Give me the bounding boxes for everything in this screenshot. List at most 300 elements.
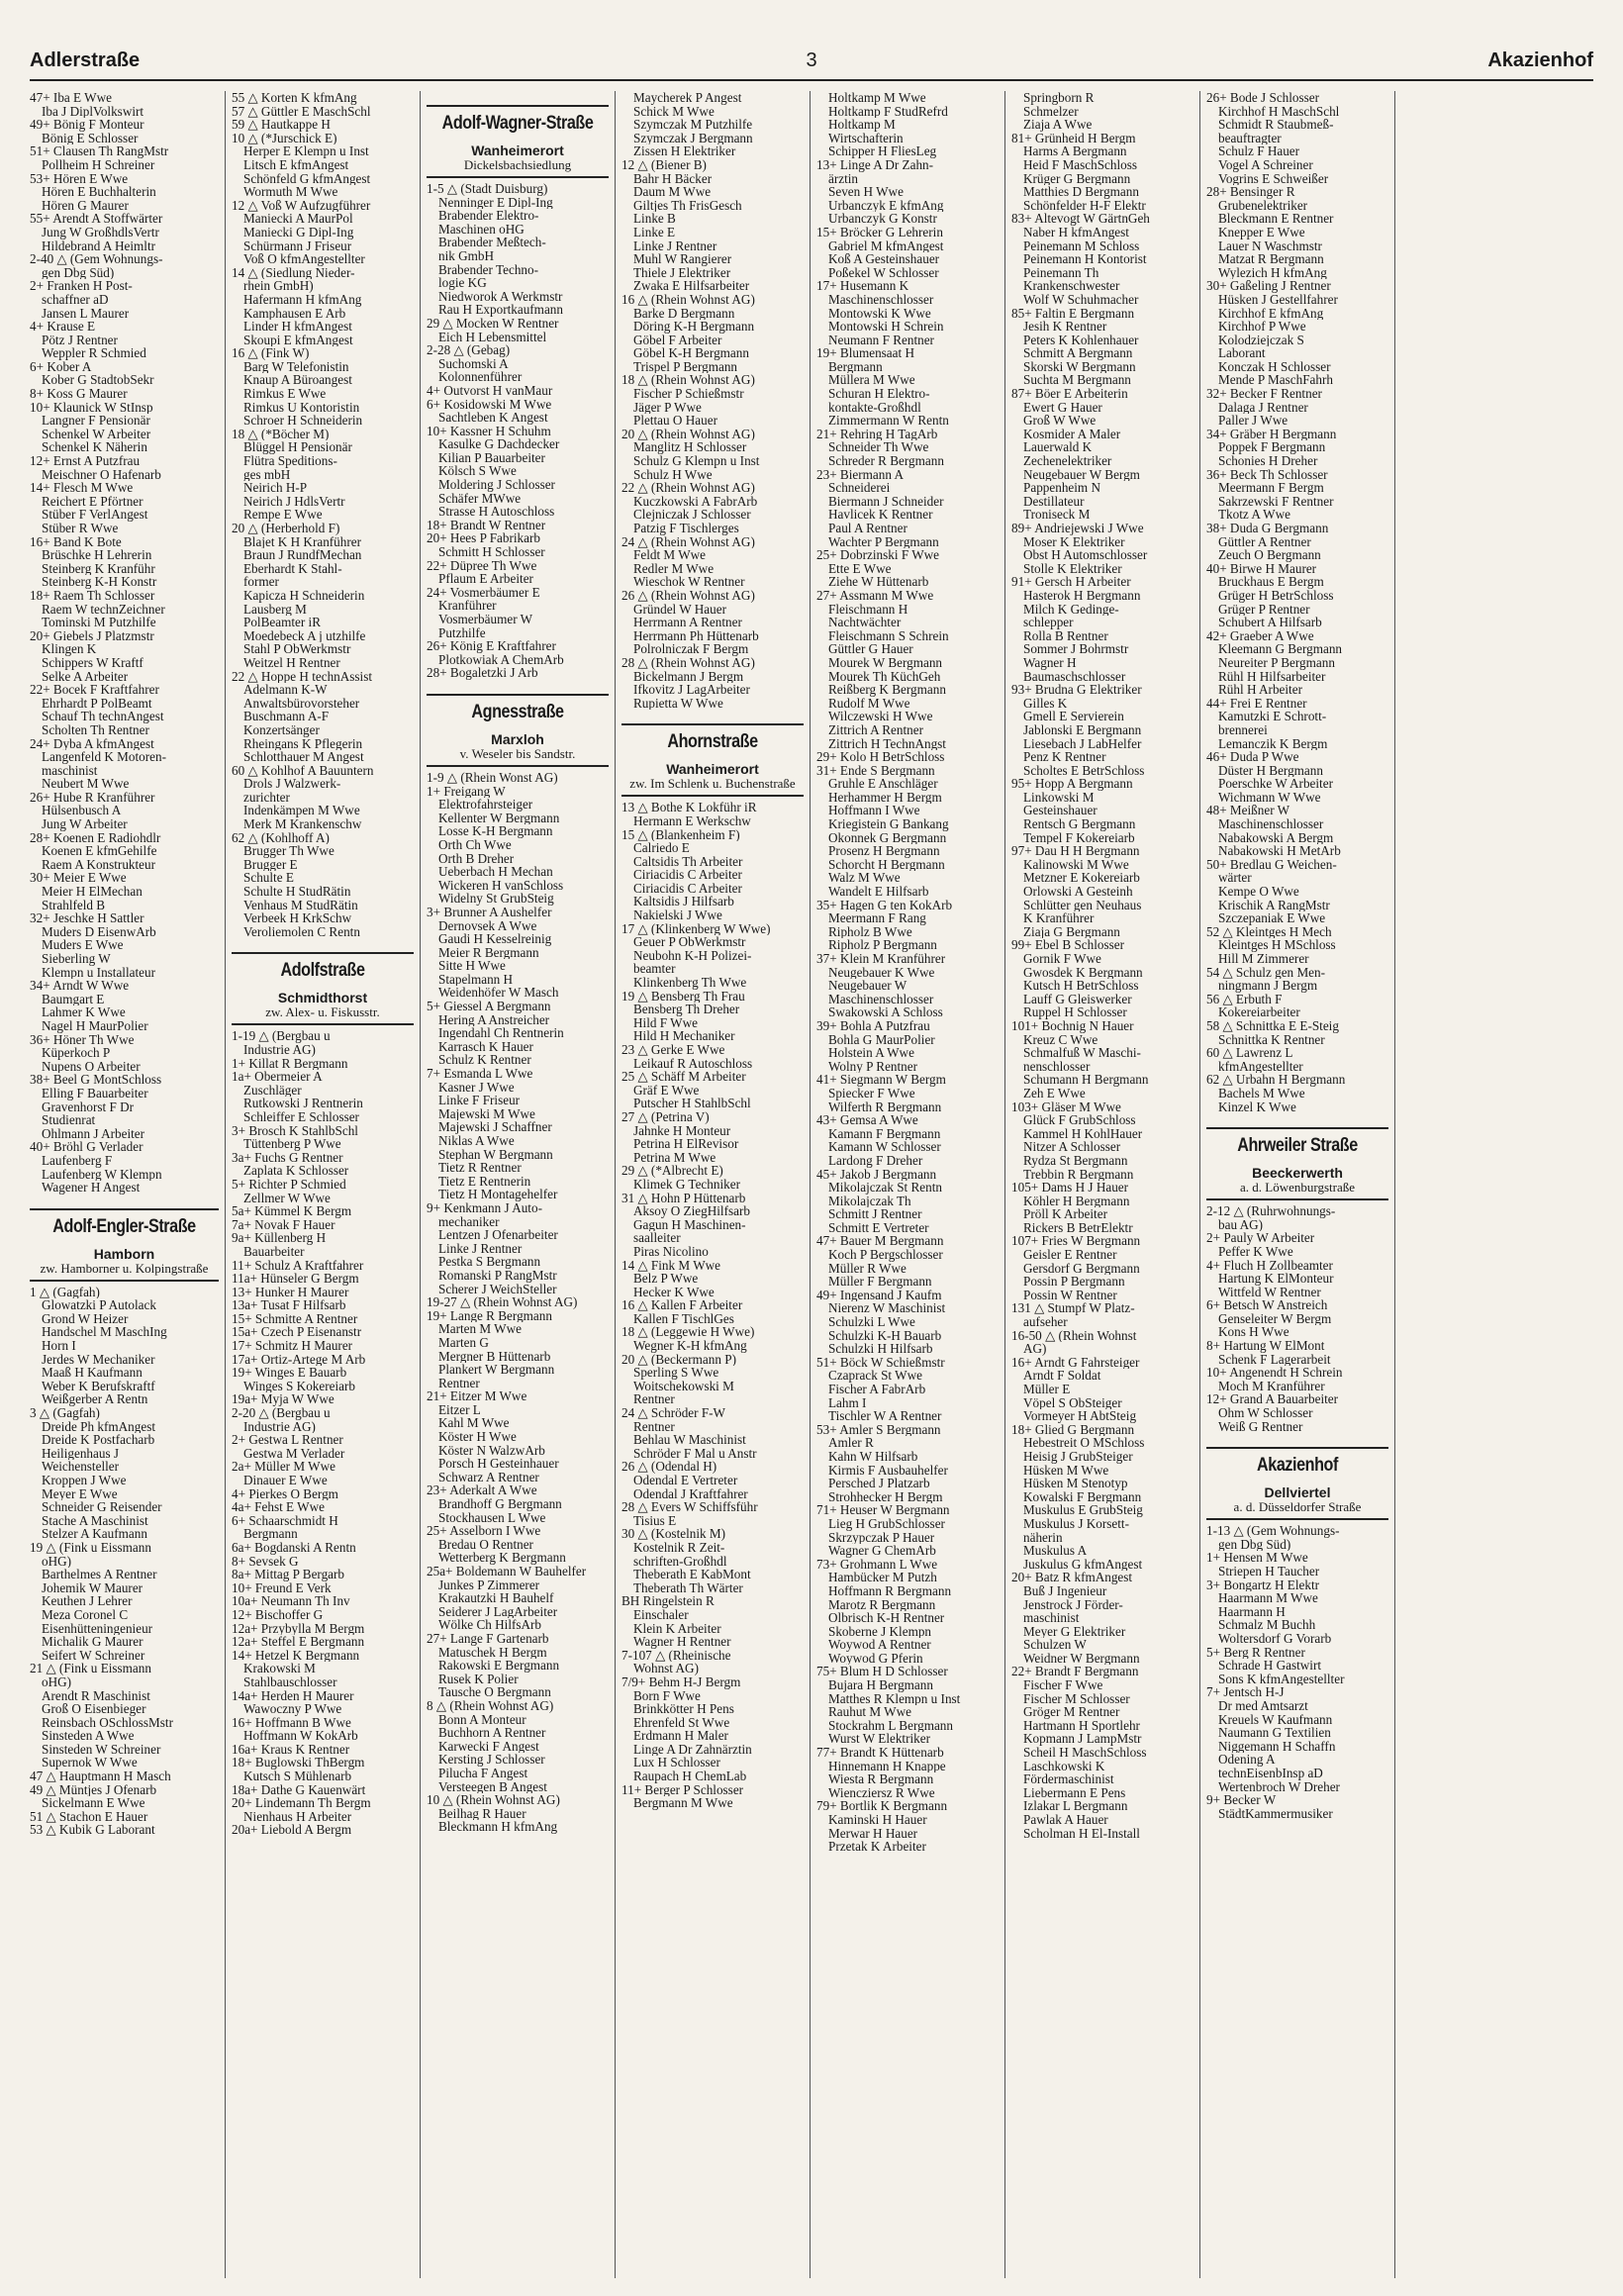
resident-entry: beauftragter bbox=[1218, 131, 1282, 145]
resident-entry: Kahl M Wwe bbox=[438, 1416, 510, 1431]
street-location: zw. Hamborner u. Kolpingstraße bbox=[40, 1260, 209, 1276]
resident-entry: Swakowski A Schloss bbox=[828, 1005, 943, 1019]
house-entry: 37+ Klein M Kranführer bbox=[816, 952, 946, 966]
resident-entry: Wichmann W Wwe bbox=[1218, 790, 1321, 805]
resident-entry: Kahn W Hilfsarb bbox=[828, 1449, 918, 1464]
house-entry: 55+ Arendt A Stoffwärter bbox=[30, 212, 163, 226]
resident-entry: Groß O Eisenbieger bbox=[42, 1702, 146, 1716]
resident-entry: Kirmis F Ausbauhelfer bbox=[828, 1463, 948, 1478]
house-entry: 16 △ Kallen F Arbeiter bbox=[621, 1298, 743, 1312]
street-name: Adolf-Wagner-Straße bbox=[441, 113, 594, 134]
resident-entry: Pröll K Arbeiter bbox=[1023, 1207, 1107, 1221]
house-entry: 19-27 △ (Rhein Wohnst AG) bbox=[427, 1295, 578, 1309]
resident-entry: Klimek G Techniker bbox=[633, 1177, 740, 1192]
resident-entry: mechaniker bbox=[438, 1214, 500, 1229]
resident-entry: Muskulus A bbox=[1023, 1544, 1088, 1558]
house-entry: 54 △ Schulz gen Men- bbox=[1206, 965, 1326, 980]
house-entry: 43+ Gemsa A Wwe bbox=[816, 1113, 918, 1127]
house-entry: 47+ Bauer M Bergmann bbox=[816, 1234, 944, 1249]
house-entry: 73+ Grohmann L Wwe bbox=[816, 1557, 938, 1572]
house-entry: 4+ Krause E bbox=[30, 320, 96, 334]
house-entry: 103+ Gläser M Wwe bbox=[1011, 1100, 1121, 1114]
resident-entry: Dr med Amtsarzt bbox=[1218, 1698, 1308, 1713]
resident-entry: Matzat R Bergmann bbox=[1218, 252, 1324, 266]
resident-entry: Lux H Schlosser bbox=[633, 1756, 720, 1770]
house-entry: 18+ Raem Th Schlosser bbox=[30, 588, 155, 603]
house-entry: 22+ Brandt F Bergmann bbox=[1011, 1665, 1139, 1679]
resident-entry: Schrade H Gastwirt bbox=[1218, 1659, 1322, 1673]
resident-entry: ningmann J Bergm bbox=[1218, 979, 1318, 993]
house-entry: 10 △ (*Jurschick E) bbox=[232, 131, 337, 145]
resident-entry: Springborn R bbox=[1023, 91, 1095, 105]
resident-entry: Iba J DiplVolkswirt bbox=[42, 104, 144, 119]
resident-entry: K Kranführer bbox=[1023, 911, 1095, 925]
resident-entry: Laufenberg W Klempn bbox=[42, 1167, 162, 1182]
resident-entry: Marten M Wwe bbox=[438, 1322, 522, 1336]
directory-columns bbox=[30, 91, 1593, 2278]
house-entry: 56 △ Erbuth F bbox=[1206, 992, 1283, 1006]
house-entry: 10a+ Neumann Th Inv bbox=[232, 1594, 350, 1608]
resident-entry: Aksoy O ZiegHilfsarb bbox=[633, 1204, 750, 1218]
resident-entry: Vormeyer H AbtSteig bbox=[1023, 1409, 1137, 1423]
resident-entry: Ifkovitz J LagArbeiter bbox=[633, 683, 750, 697]
resident-entry: Kokereiarbeiter bbox=[1218, 1005, 1300, 1019]
house-entry: 85+ Faltin E Bergmann bbox=[1011, 306, 1135, 321]
resident-entry: Woltersdorf G Vorarb bbox=[1218, 1631, 1332, 1646]
resident-entry: Koß A Gesteinshauer bbox=[828, 252, 940, 266]
resident-entry: Mourek Th KüchGeh bbox=[828, 669, 941, 684]
resident-entry: Hild F Wwe bbox=[633, 1015, 698, 1030]
resident-entry: Karrasch K Hauer bbox=[438, 1039, 533, 1054]
resident-entry: Hafermann H kfmAng bbox=[243, 292, 362, 307]
resident-entry: Venhaus M StudRätin bbox=[243, 898, 358, 912]
street-heading bbox=[30, 1208, 219, 1282]
resident-entry: Wegner K-H kfmAng bbox=[633, 1339, 747, 1353]
house-entry: 12a+ Przybylla M Bergm bbox=[232, 1621, 365, 1636]
resident-entry: Schleiffer E Schlosser bbox=[243, 1109, 359, 1124]
resident-entry: Gruhle E Anschläger bbox=[828, 777, 938, 791]
resident-entry: Wawoczny P Wwe bbox=[243, 1702, 342, 1716]
resident-entry: Laborant bbox=[1218, 346, 1266, 360]
resident-entry: Sachtleben K Angest bbox=[438, 411, 548, 425]
house-entry: 5+ Berg R Rentner bbox=[1206, 1645, 1305, 1660]
resident-entry: Eich H Lebensmittel bbox=[438, 330, 547, 344]
house-entry: 77+ Brandt K Hüttenarb bbox=[816, 1746, 944, 1760]
house-entry: 16+ Band K Bote bbox=[30, 534, 122, 549]
resident-entry: Bergmann M Wwe bbox=[633, 1796, 733, 1810]
house-entry: 22 △ (Rhein Wohnst AG) bbox=[621, 481, 755, 495]
resident-entry: Karwecki F Angest bbox=[438, 1739, 539, 1754]
resident-entry: Adelmann K-W bbox=[243, 683, 328, 697]
resident-entry: Rusek K Polier bbox=[438, 1672, 519, 1686]
resident-entry: Meyer E Wwe bbox=[42, 1486, 118, 1501]
house-entry: 20+ Batz R kfmAngest bbox=[1011, 1571, 1133, 1584]
resident-entry: Meermann F Rang bbox=[828, 911, 926, 925]
house-entry: 51+ Böck W Schießmstr bbox=[816, 1355, 945, 1370]
resident-entry: Klempn u Installateur bbox=[42, 965, 155, 980]
house-entry: 1a+ Obermeier A bbox=[232, 1070, 323, 1084]
house-entry: 24+ Vosmerbäumer E bbox=[427, 585, 540, 600]
resident-entry: Pötz J Rentner bbox=[42, 333, 118, 347]
resident-entry: Kutsch S Mühlenarb bbox=[243, 1770, 352, 1783]
resident-entry: Przetak K Arbeiter bbox=[828, 1840, 926, 1854]
house-entry: 8+ Koss G Maurer bbox=[30, 387, 128, 401]
resident-entry: Hering A Anstreicher bbox=[438, 1012, 550, 1027]
resident-entry: Szymczak J Bergmann bbox=[633, 131, 753, 145]
resident-entry: Schäfer MWwe bbox=[438, 491, 522, 506]
resident-entry: Raem W technZeichner bbox=[42, 602, 165, 617]
resident-entry: Polrolniczak F Bergm bbox=[633, 642, 749, 656]
resident-entry: Einschaler bbox=[633, 1607, 689, 1622]
house-entry: 89+ Andriejewski J Wwe bbox=[1011, 522, 1144, 535]
resident-entry: Bickelmann J Bergm bbox=[633, 669, 744, 684]
house-entry: 13+ Linge A Dr Zahn- bbox=[816, 157, 934, 172]
resident-entry: Weitzel H Rentner bbox=[243, 655, 340, 670]
house-entry: 49+ Ingensand J Kaufm bbox=[816, 1288, 942, 1302]
resident-entry: Wolf W Schuhmacher bbox=[1023, 292, 1139, 307]
resident-entry: Dalaga J Rentner bbox=[1218, 400, 1308, 415]
house-entry: 12a+ Steffel E Bergmann bbox=[232, 1635, 365, 1649]
house-entry: 15 △ (Blankenheim F) bbox=[621, 827, 740, 842]
house-entry: 12+ Grand A Bauarbeiter bbox=[1206, 1392, 1339, 1407]
resident-entry: Stolle K Elektriker bbox=[1023, 561, 1122, 576]
resident-entry: Peffer K Wwe bbox=[1218, 1244, 1293, 1259]
resident-entry: Tominski M Putzhilfe bbox=[42, 616, 156, 629]
resident-entry: Hören E Buchhalterin bbox=[42, 185, 156, 199]
resident-entry: Rheingans K Pflegerin bbox=[243, 736, 363, 751]
resident-entry: Grüger P Rentner bbox=[1218, 602, 1310, 617]
resident-entry: Wilczewski H Wwe bbox=[828, 710, 933, 723]
resident-entry: Herper E Klempn u Inst bbox=[243, 144, 369, 158]
column-6 bbox=[1004, 91, 1199, 2278]
house-entry: 28+ Bensinger R bbox=[1206, 185, 1295, 199]
resident-entry: Kranführer bbox=[438, 599, 497, 613]
resident-entry: näherin bbox=[1023, 1530, 1063, 1545]
resident-entry: Linder H kfmAngest bbox=[243, 320, 352, 334]
resident-entry: Orth B Dreher bbox=[438, 851, 515, 866]
resident-entry: Holtkamp M Wwe bbox=[828, 91, 926, 105]
resident-entry: Klein K Arbeiter bbox=[633, 1621, 721, 1636]
resident-entry: schriften-Großhdl bbox=[633, 1554, 727, 1569]
street-name: Ahornstraße bbox=[667, 731, 758, 753]
resident-entry: Reichert E Pförtner bbox=[42, 494, 143, 509]
house-entry: 32+ Becker F Rentner bbox=[1206, 387, 1322, 401]
house-entry: 17 △ (Klinkenberg W Wwe) bbox=[621, 921, 771, 936]
resident-entry: kfmAngestellter bbox=[1218, 1059, 1303, 1074]
resident-entry: Theberath E KabMont bbox=[633, 1568, 751, 1581]
house-entry: 12+ Bischoffer G bbox=[232, 1607, 324, 1622]
resident-entry: Brabender Elektro- bbox=[438, 209, 539, 223]
resident-entry: Fischer M Schlosser bbox=[1023, 1691, 1130, 1706]
resident-entry: Losse K-H Bergmann bbox=[438, 824, 553, 838]
resident-entry: Kilian P Bauarbeiter bbox=[438, 450, 545, 465]
house-entry: 14+ Flesch M Wwe bbox=[30, 481, 134, 495]
resident-entry: Schulzen W bbox=[1023, 1638, 1087, 1652]
resident-entry: Gravenhorst F Dr bbox=[42, 1100, 135, 1114]
resident-entry: Hören G Maurer bbox=[42, 198, 129, 213]
resident-entry: Giltjes Th FrisGesch bbox=[633, 198, 742, 213]
resident-entry: Rühl H Arbeiter bbox=[1218, 683, 1302, 697]
resident-entry: Naumann G Textilien bbox=[1218, 1726, 1331, 1740]
resident-entry: Schulzki L Wwe bbox=[828, 1315, 915, 1329]
house-entry: 1-5 △ (Stadt Duisburg) bbox=[427, 182, 548, 196]
resident-entry: Schmalfuß W Maschi- bbox=[1023, 1046, 1141, 1060]
house-entry: 39+ Bohla A Putzfrau bbox=[816, 1018, 930, 1033]
resident-entry: Odendal E Vertreter bbox=[633, 1474, 738, 1487]
resident-entry: Poppek F Bergmann bbox=[1218, 440, 1326, 455]
resident-entry: Bruckhaus E Bergm bbox=[1218, 575, 1324, 589]
house-entry: 28 △ Evers W Schiffsführ bbox=[621, 1500, 758, 1514]
resident-entry: Pawlak A Hauer bbox=[1023, 1813, 1108, 1827]
resident-entry: Kirchhof E kfmAng bbox=[1218, 306, 1324, 321]
house-entry: 48+ Meißner W bbox=[1206, 804, 1290, 818]
resident-entry: Brabender Meßtech- bbox=[438, 236, 546, 249]
resident-entry: Jahnke H Monteur bbox=[633, 1123, 731, 1138]
house-entry: 46+ Duda P Wwe bbox=[1206, 750, 1299, 764]
house-entry: 5+ Richter P Schmied bbox=[232, 1177, 346, 1192]
house-entry: 101+ Bochnig N Hauer bbox=[1011, 1018, 1134, 1033]
resident-entry: Zuschläger bbox=[243, 1083, 302, 1098]
resident-entry: Muskulus E GrubSteig bbox=[1023, 1503, 1143, 1517]
street-location: Dickelsbachsiedlung bbox=[463, 157, 572, 172]
house-entry: 15a+ Czech P Eisenanstr bbox=[232, 1325, 362, 1340]
resident-entry: Nakielski J Wwe bbox=[633, 909, 722, 922]
resident-entry: Rimkus E Wwe bbox=[243, 387, 327, 401]
district-name: Beeckerwerth bbox=[1252, 1165, 1343, 1182]
house-entry: 19 △ Bensberg Th Frau bbox=[621, 989, 745, 1004]
resident-entry: Destillateur bbox=[1023, 494, 1085, 509]
resident-entry: Strahlfeld B bbox=[42, 898, 106, 912]
resident-entry: Kinzel K Wwe bbox=[1218, 1100, 1296, 1114]
resident-entry: Ehrenfeld St Wwe bbox=[633, 1715, 730, 1730]
street-heading bbox=[427, 694, 609, 767]
resident-entry: Hartmann H Sportlehr bbox=[1023, 1718, 1140, 1733]
house-entry: 107+ Fries W Bergmann bbox=[1011, 1234, 1141, 1249]
resident-entry: Moser K Elektriker bbox=[1023, 534, 1125, 549]
resident-entry: Feldt M Wwe bbox=[633, 548, 707, 562]
house-entry: 93+ Brudna G Elektriker bbox=[1011, 683, 1142, 697]
resident-entry: Jesih K Rentner bbox=[1023, 320, 1107, 334]
street-heading bbox=[232, 952, 414, 1025]
house-entry: 47+ Iba E Wwe bbox=[30, 91, 112, 105]
district-name: Wanheimerort bbox=[666, 761, 759, 778]
resident-entry: Stahl P ObWerkmstr bbox=[243, 642, 351, 656]
resident-entry: Gmell E Servierein bbox=[1023, 710, 1124, 723]
house-entry: 83+ Altevogt W GärtnGeh bbox=[1011, 212, 1150, 226]
resident-entry: Gräf E Wwe bbox=[633, 1083, 700, 1098]
resident-entry: Thiele J Elektriker bbox=[633, 265, 731, 280]
resident-entry: Daum M Wwe bbox=[633, 185, 712, 199]
resident-entry: Linke B bbox=[633, 212, 676, 226]
house-entry: 18a+ Dathe G Kauenwärt bbox=[232, 1782, 366, 1797]
resident-entry: Merk M Krankenschw bbox=[243, 817, 362, 831]
resident-entry: Calriedo E bbox=[633, 841, 690, 855]
district-name: Marxloh bbox=[491, 730, 544, 747]
house-entry: 2+ Franken H Post- bbox=[30, 279, 133, 293]
house-entry: 18 △ (*Böcher M) bbox=[232, 427, 330, 441]
resident-entry: Szczepaniak E Wwe bbox=[1218, 911, 1326, 925]
district-name: Schmidthorst bbox=[277, 990, 368, 1006]
resident-entry: Rentsch G Bergmann bbox=[1023, 817, 1136, 831]
resident-entry: Industrie AG) bbox=[243, 1419, 316, 1434]
resident-entry: Laschkowski K bbox=[1023, 1759, 1105, 1773]
house-entry: 9+ Becker W bbox=[1206, 1793, 1277, 1807]
resident-entry: Schlütter gen Neuhaus bbox=[1023, 898, 1142, 912]
resident-entry: Braun J RundfMechan bbox=[243, 548, 362, 562]
resident-entry: Leikauf R Autoschloss bbox=[633, 1056, 753, 1071]
street-name: Akazienhof bbox=[1257, 1455, 1338, 1477]
house-entry: 31+ Ende S Bergmann bbox=[816, 763, 935, 778]
resident-entry: Kreuz C Wwe bbox=[1023, 1032, 1098, 1047]
resident-entry: Orlowski A Gesteinh bbox=[1023, 885, 1133, 899]
resident-entry: Muders D EisenwArb bbox=[42, 924, 156, 939]
resident-entry: Neubohn K-H Polizei- bbox=[633, 948, 752, 963]
resident-entry: saalleiter bbox=[633, 1231, 681, 1245]
house-entry: 10+ Klaunick W StInsp bbox=[30, 400, 153, 415]
resident-entry: technEisenbInsp aD bbox=[1218, 1766, 1323, 1780]
resident-entry: Liesebach J LabHelfer bbox=[1023, 736, 1142, 751]
resident-entry: Güttler A Rentner bbox=[1218, 534, 1311, 549]
resident-entry: Wolny P Rentner bbox=[828, 1059, 918, 1074]
resident-entry: Woywod G Pferin bbox=[828, 1651, 923, 1666]
house-entry: 14 △ Fink M Wwe bbox=[621, 1258, 721, 1273]
resident-entry: Nagel H MaurPolier bbox=[42, 1018, 148, 1033]
resident-entry: Zimmermann W Rentn bbox=[828, 414, 949, 428]
resident-entry: Stockrahm L Bergmann bbox=[828, 1718, 953, 1733]
resident-entry: Weiß G Rentner bbox=[1218, 1419, 1303, 1434]
resident-entry: gen Dbg Süd) bbox=[1218, 1537, 1291, 1552]
house-entry: 1-13 △ (Gem Wohnungs- bbox=[1206, 1524, 1340, 1538]
resident-entry: Fördermaschinist bbox=[1023, 1772, 1114, 1786]
house-entry: 15+ Bröcker G Lehrerin bbox=[816, 225, 943, 239]
house-entry: 29 △ (*Albrecht E) bbox=[621, 1164, 723, 1178]
house-entry: 18 △ (Rhein Wohnst AG) bbox=[621, 373, 755, 388]
resident-entry: Rühl H Hilfsarbeiter bbox=[1218, 669, 1326, 684]
house-entry: 2-12 △ (Ruhrwohnungs- bbox=[1206, 1204, 1336, 1218]
resident-entry: Lauff G Gleiswerker bbox=[1023, 992, 1132, 1006]
resident-entry: Wylezich H kfmAng bbox=[1218, 265, 1327, 280]
resident-entry: Weißgerber A Rentn bbox=[42, 1392, 148, 1407]
resident-entry: Anwaltsbürovorsteher bbox=[243, 696, 360, 711]
house-entry: 2-40 △ (Gem Wohnungs- bbox=[30, 252, 163, 266]
resident-entry: Jäger P Wwe bbox=[633, 400, 702, 415]
resident-entry: Mourek W Bergmann bbox=[828, 655, 943, 670]
resident-entry: Schenkel W Arbeiter bbox=[42, 427, 151, 441]
house-entry: 4+ Outvorst H vanMaur bbox=[427, 383, 553, 398]
resident-entry: Brandhoff G Bergmann bbox=[438, 1497, 562, 1511]
resident-entry: Kirchhof H MaschSchl bbox=[1218, 104, 1340, 119]
resident-entry: Gagun H Maschinen- bbox=[633, 1217, 746, 1232]
resident-entry: Tempel F Kokereiarb bbox=[1023, 830, 1135, 845]
resident-entry: Theberath Th Wärter bbox=[633, 1580, 743, 1595]
house-entry: 91+ Gersch H Arbeiter bbox=[1011, 575, 1131, 589]
resident-entry: schaffner aD bbox=[42, 292, 109, 307]
house-entry: 20 △ (Herberhold F) bbox=[232, 522, 340, 535]
resident-entry: Zeh E Wwe bbox=[1023, 1086, 1086, 1100]
street-heading bbox=[1206, 1447, 1388, 1520]
resident-entry: Linke J Rentner bbox=[633, 239, 717, 253]
house-entry: 10+ Freund E Verk bbox=[232, 1580, 332, 1595]
resident-entry: maschinist bbox=[1023, 1611, 1080, 1625]
resident-entry: Kammel H KohlHauer bbox=[1023, 1126, 1143, 1141]
resident-entry: Ohlmann J Arbeiter bbox=[42, 1126, 145, 1141]
resident-entry: Stelzer A Kaufmann bbox=[42, 1527, 147, 1541]
resident-entry: Sitte H Wwe bbox=[438, 959, 506, 973]
resident-entry: Wirtschafterin bbox=[828, 131, 904, 145]
resident-entry: Meza Coronel C bbox=[42, 1607, 129, 1622]
resident-entry: Litsch E kfmAngest bbox=[243, 157, 349, 172]
resident-entry: Kirchhof P Wwe bbox=[1218, 320, 1306, 334]
resident-entry: Schmitt J Rentner bbox=[828, 1207, 922, 1221]
resident-entry: Zwaka E Hilfsarbeiter bbox=[633, 279, 750, 293]
house-entry: 10 △ (Rhein Wohnst AG) bbox=[427, 1793, 560, 1807]
resident-entry: Schulz F Hauer bbox=[1218, 144, 1300, 158]
house-entry: 95+ Hopp A Bergmann bbox=[1011, 777, 1133, 791]
resident-entry: Holtkamp M bbox=[828, 118, 896, 132]
house-entry: 21+ Rehring H TagArb bbox=[816, 427, 938, 441]
resident-entry: Lausberg M bbox=[243, 602, 307, 617]
resident-entry: aufseher bbox=[1023, 1315, 1068, 1329]
resident-entry: Wormuth M Wwe bbox=[243, 185, 338, 199]
resident-entry: Indenkämpen M Wwe bbox=[243, 804, 360, 818]
resident-entry: Ruppel H Schlosser bbox=[1023, 1005, 1127, 1019]
resident-entry: Nupens O Arbeiter bbox=[42, 1059, 141, 1074]
resident-entry: Putzhilfe bbox=[438, 625, 486, 640]
column-5 bbox=[810, 91, 1004, 2278]
resident-entry: Jung W GroßhdlsVertr bbox=[42, 225, 159, 239]
resident-entry: Stüber R Wwe bbox=[42, 522, 119, 535]
house-entry: 17a+ Ortiz-Artege M Arb bbox=[232, 1352, 366, 1367]
resident-entry: Kallen F TischlGes bbox=[633, 1311, 734, 1326]
resident-entry: Zittrich H TechnAngst bbox=[828, 736, 946, 751]
resident-entry: Schorcht H Bergmann bbox=[828, 857, 945, 872]
resident-entry: Lahmer K Wwe bbox=[42, 1005, 126, 1019]
resident-entry: Bergmann bbox=[828, 359, 883, 374]
resident-entry: Skoberne J Klempn bbox=[828, 1624, 932, 1639]
resident-entry: Zeuch O Bergmann bbox=[1218, 548, 1321, 562]
resident-entry: Baumgart E bbox=[42, 992, 105, 1006]
house-entry: 8a+ Mittag P Bergarb bbox=[232, 1568, 345, 1581]
resident-entry: Kleintges H MSchloss bbox=[1218, 938, 1336, 952]
resident-entry: Maschinenschlosser bbox=[1218, 817, 1324, 831]
resident-entry: Moch M Kranführer bbox=[1218, 1379, 1325, 1393]
resident-entry: Stüber F VerlAngest bbox=[42, 508, 148, 522]
house-entry: 19+ Lange R Bergmann bbox=[427, 1308, 552, 1323]
house-entry: 21 △ (Fink u Eissmann bbox=[30, 1662, 151, 1675]
resident-entry: Wölke Ch HilfsArb bbox=[438, 1618, 542, 1632]
resident-entry: Poerschke W Arbeiter bbox=[1218, 777, 1333, 791]
resident-entry: Hill M Zimmerer bbox=[1218, 952, 1309, 966]
resident-entry: Sinsteden W Schreiner bbox=[42, 1742, 161, 1757]
house-entry: 20a+ Liebold A Bergm bbox=[232, 1823, 352, 1838]
resident-entry: Petrina H ElRevisor bbox=[633, 1137, 739, 1151]
resident-entry: Ziehe W Hüttenarb bbox=[828, 575, 929, 589]
street-location: v. Weseler bis Sandstr. bbox=[459, 745, 576, 761]
house-entry: 16+ Hoffmann B Wwe bbox=[232, 1715, 351, 1730]
resident-entry: Eitzer L bbox=[438, 1402, 481, 1417]
resident-entry: Redler M Wwe bbox=[633, 561, 715, 576]
resident-entry: Moedebeck A j utzhilfe bbox=[243, 628, 366, 643]
house-entry: 16 △ (Fink W) bbox=[232, 346, 310, 360]
resident-entry: Gründel W Hauer bbox=[633, 602, 726, 617]
column-4 bbox=[615, 91, 810, 2278]
resident-entry: Romanski P RangMstr bbox=[438, 1268, 557, 1283]
house-entry: 7+ Jentsch H-J bbox=[1206, 1685, 1285, 1699]
resident-entry: Schulte E bbox=[243, 871, 294, 886]
resident-entry: Kroppen J Wwe bbox=[42, 1474, 127, 1487]
house-entry: 42+ Graeber A Wwe bbox=[1206, 628, 1314, 643]
resident-entry: Barke D Bergmann bbox=[633, 306, 735, 321]
